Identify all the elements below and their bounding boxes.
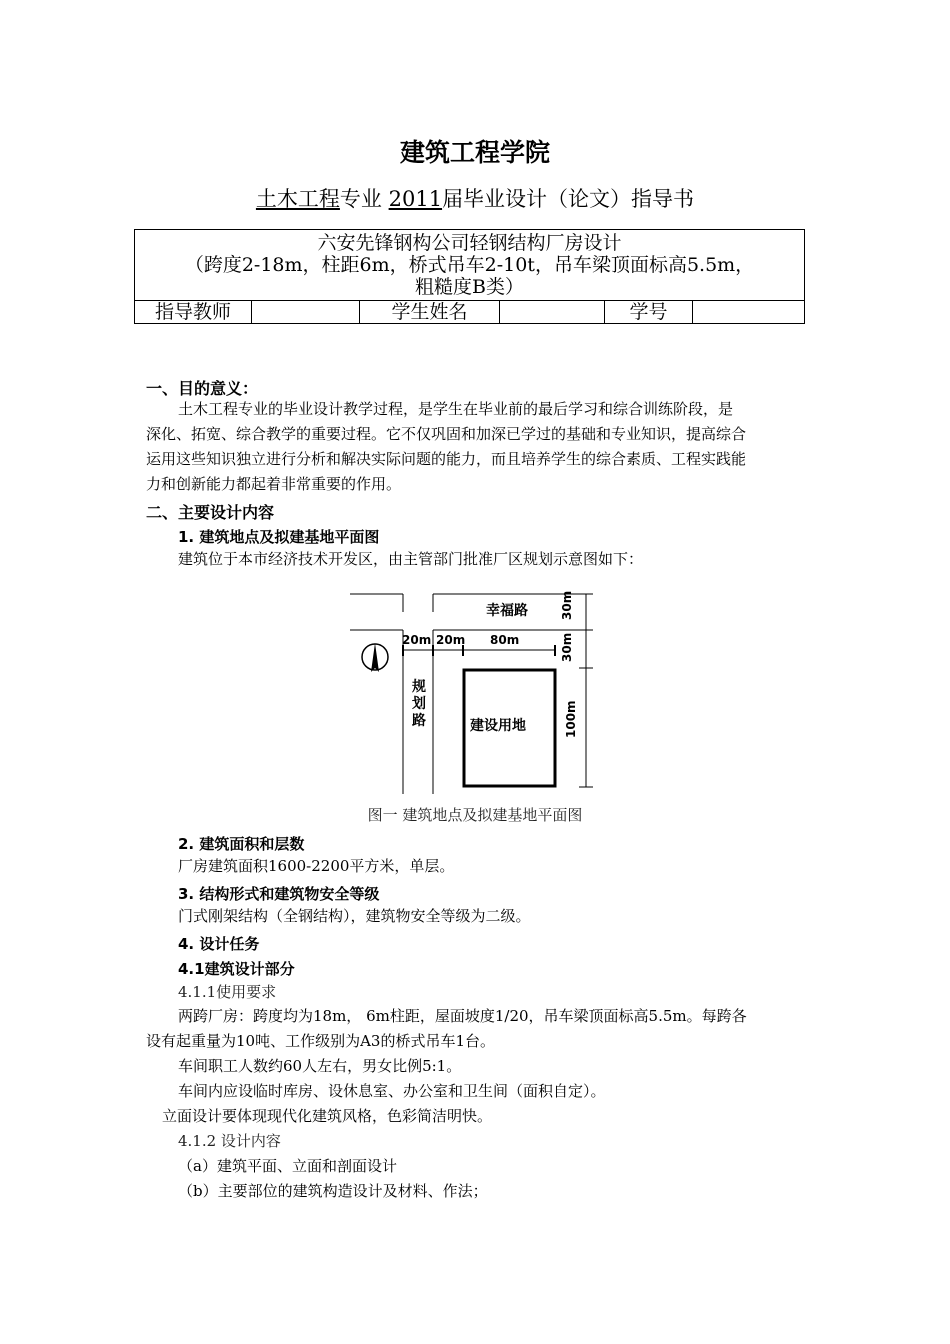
topic-table — [134, 229, 805, 324]
section1-line-1: 土木工程专业的毕业设计教学过程，是学生在毕业前的最后学习和综合训练阶段，是 — [178, 400, 734, 418]
sub1-title: 1. 建筑地点及拟建基地平面图 — [178, 528, 380, 546]
sub2-title: 2. 建筑面积和层数 — [178, 835, 305, 853]
topic-params: （跨度2-18m，柱距6m，桥式吊车2-10t，吊车梁顶面标高5.5m， — [184, 254, 755, 276]
sub411-line-2: 设有起重量为10吨、工作级别为A3的桥式吊车1台。 — [146, 1032, 496, 1050]
sub411-title: 4.1.1使用要求 — [178, 983, 277, 1001]
road-left-char: 规 — [412, 679, 426, 695]
section1-line-3: 运用这些知识独立进行分析和解决实际问题的能力，而且培养学生的综合素质、工程实践能 — [146, 450, 747, 468]
topic-cell — [135, 230, 805, 301]
sub412-title: 4.1.2 设计内容 — [178, 1132, 281, 1150]
road-top-label: 幸福路 — [486, 603, 528, 619]
sub412-item-b: （b）主要部位的建筑构造设计及材料、作法； — [178, 1182, 488, 1200]
section1-line-4: 力和创新能力都起着非常重要的作用。 — [146, 475, 402, 493]
sub1-text: 建筑位于本市经济技术开发区，由主管部门批准厂区规划示意图如下： — [178, 550, 644, 568]
sub41-title: 4.1建筑设计部分 — [178, 960, 295, 978]
road-left-label — [411, 678, 426, 729]
sub411-line-5: 立面设计要体现现代化建筑风格，色彩简洁明快。 — [162, 1107, 493, 1125]
sub411-line-1: 两跨厂房：跨度均为18m， 6m柱距，屋面坡度1/20，吊车梁顶面标高5.5m。每跨各 — [178, 1007, 747, 1025]
dim-20a-label: 20m — [402, 633, 432, 647]
sub411-line-3: 车间职工人数约60人左右，男女比例5:1。 — [178, 1057, 462, 1075]
dim-100-label: 100m — [564, 700, 578, 738]
site-plan-figure — [340, 582, 610, 798]
sub3-title: 3. 结构形式和建筑物安全等级 — [178, 885, 380, 903]
sub4-title: 4. 设计任务 — [178, 935, 260, 953]
document-subtitle — [0, 183, 950, 213]
section1-heading: 一、目的意义： — [146, 379, 259, 398]
student-id-value[interactable] — [693, 301, 805, 324]
school-title: 建筑工程学院 — [399, 138, 550, 167]
advisor-label: 指导教师 — [135, 301, 252, 324]
document-type: 届毕业设计（论文）指导书 — [442, 187, 695, 211]
sub2-text: 厂房建筑面积1600-2200平方米，单层。 — [178, 857, 455, 875]
student-name-value[interactable] — [500, 301, 605, 324]
dim-20b-label: 20m — [436, 633, 466, 647]
topic-title: 六安先锋钢构公司轻钢结构厂房设计 — [317, 232, 622, 254]
dim-30-bottom-label: 30m — [560, 632, 574, 662]
north-arrow-icon — [362, 643, 388, 672]
graduation-year: 2011 — [388, 187, 443, 211]
road-left-char: 路 — [412, 713, 426, 729]
road-left-char: 划 — [412, 696, 426, 712]
topic-params-cont: 粗糙度B类） — [415, 276, 524, 298]
student-name-label: 学生姓名 — [360, 301, 500, 324]
site-label: 建设用地 — [470, 718, 526, 734]
major-suffix: 专业 — [339, 187, 382, 211]
dim-30-top-label: 30m — [560, 590, 574, 620]
section2-heading: 二、主要设计内容 — [146, 503, 275, 522]
major-name: 土木工程 — [255, 187, 340, 211]
student-id-label: 学号 — [605, 301, 693, 324]
sub411-line-4: 车间内应设临时库房、设休息室、办公室和卫生间（面积自定）。 — [178, 1082, 606, 1100]
advisor-value[interactable] — [252, 301, 360, 324]
figure-caption: 图一 建筑地点及拟建基地平面图 — [367, 806, 583, 824]
section1-line-2: 深化、拓宽、综合教学的重要过程。它不仅巩固和加深已学过的基础和专业知识，提高综合 — [146, 425, 747, 443]
dim-80-label: 80m — [490, 633, 520, 647]
sub3-text: 门式刚架结构（全钢结构），建筑物安全等级为二级。 — [178, 907, 531, 925]
sub412-item-a: （a）建筑平面、立面和剖面设计 — [178, 1157, 397, 1175]
